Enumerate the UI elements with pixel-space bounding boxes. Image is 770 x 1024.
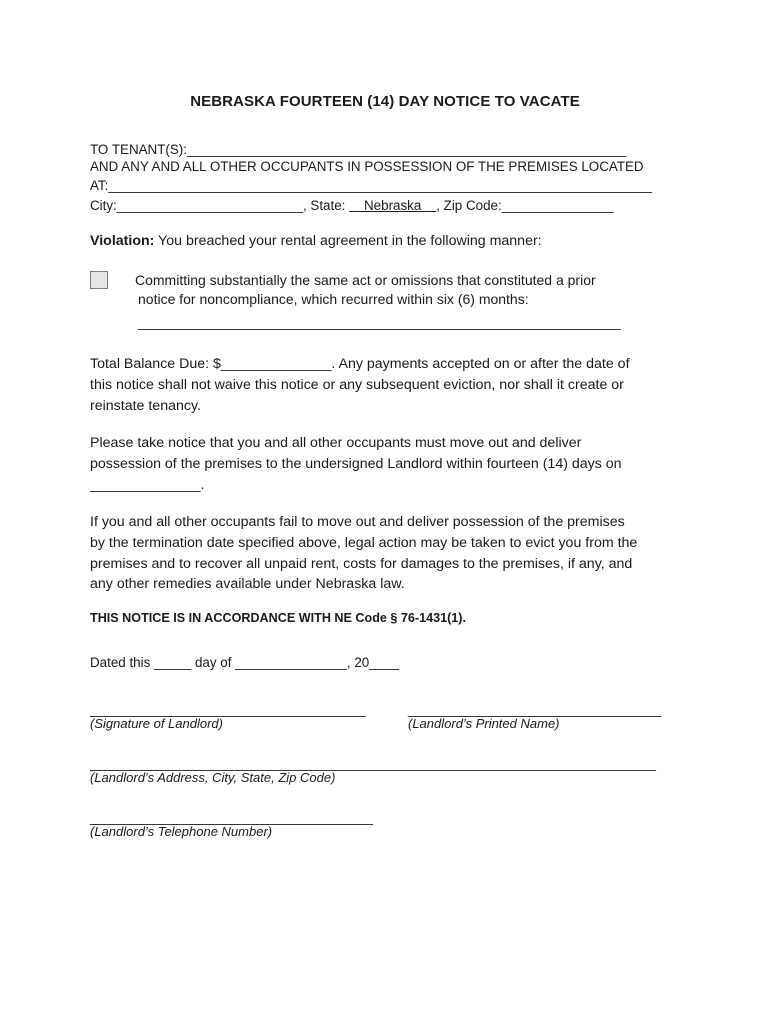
occupants-line: AND ANY AND ALL OTHER OCCUPANTS IN POSSESSION OF THE PREMISES LOCATED [90,159,644,174]
dated-line[interactable]: Dated this _____ day of _______________, 20____ [90,655,399,670]
checkbox-text-line2: notice for noncompliance, which recurred within six (6) months: [138,291,529,307]
notice-date-blank[interactable]: ______________. [90,476,205,493]
signature-blank[interactable]: _____________________________________ [90,702,366,717]
legal-action-line: by the termination date specified above, legal action may be taken to evict you from the [90,534,638,551]
accordance-statement: THIS NOTICE IS IN ACCORDANCE WITH NE Code § 76-1431(1). [90,611,466,625]
legal-action-line: any other remedies available under Nebraska law. [90,576,405,593]
address-at-line[interactable]: AT:_________________________________________________________________________ [90,178,652,193]
city-state-zip-line [90,197,613,215]
city-field[interactable]: City:_________________________, State: [90,198,350,213]
notice-line: possession of the premises to the undersigned Landlord within fourteen (14) days on [90,455,622,472]
landlord-address-label: (Landlord’s Address, City, State, Zip Code) [90,770,336,785]
legal-action-line: If you and all other occupants fail to move out and deliver possession of the premises [90,514,625,530]
landlord-address-blank[interactable]: ____________________________________________________________________________ [90,756,656,771]
notice-paragraph [90,433,690,495]
legal-action-line: premises and to recover all unpaid rent, costs for damages to the premises, if any, and [90,555,633,572]
noncompliance-checkbox[interactable] [90,271,108,289]
state-value: Nebraska [349,198,437,213]
balance-paragraph [90,354,690,416]
balance-line: this notice shall not waive this notice or any subsequent eviction, nor shall it create or [90,376,624,393]
zip-field[interactable]: , Zip Code:_______________ [436,198,614,213]
legal-action-paragraph [90,512,690,595]
violation-label: Violation: [90,233,155,249]
landlord-phone-label: (Landlord’s Telephone Number) [90,824,273,839]
violation-text: You breached your rental agreement in the following manner: [154,233,542,249]
printed-name-blank[interactable]: __________________________________ [408,702,662,717]
checkbox-blank-line[interactable]: ______________________________________________________________ [138,314,621,330]
violation-line [90,232,542,250]
balance-line: reinstate tenancy. [90,397,201,414]
checkbox-text-line1: Committing substantially the same act or omissions that constituted a prior [135,272,596,288]
document-title: NEBRASKA FOURTEEN (14) DAY NOTICE TO VACATE [190,93,580,110]
landlord-phone-blank[interactable]: ______________________________________ [90,810,373,825]
signature-label: (Signature of Landlord) [90,716,223,731]
tenant-line[interactable]: TO TENANT(S):___________________________________________________________ [90,142,627,157]
notice-line: Please take notice that you and all other occupants must move out and deliver [90,435,582,451]
balance-line: Total Balance Due: $______________. Any payments accepted on or after the date of [90,356,630,372]
printed-name-label: (Landlord’s Printed Name) [408,716,560,731]
